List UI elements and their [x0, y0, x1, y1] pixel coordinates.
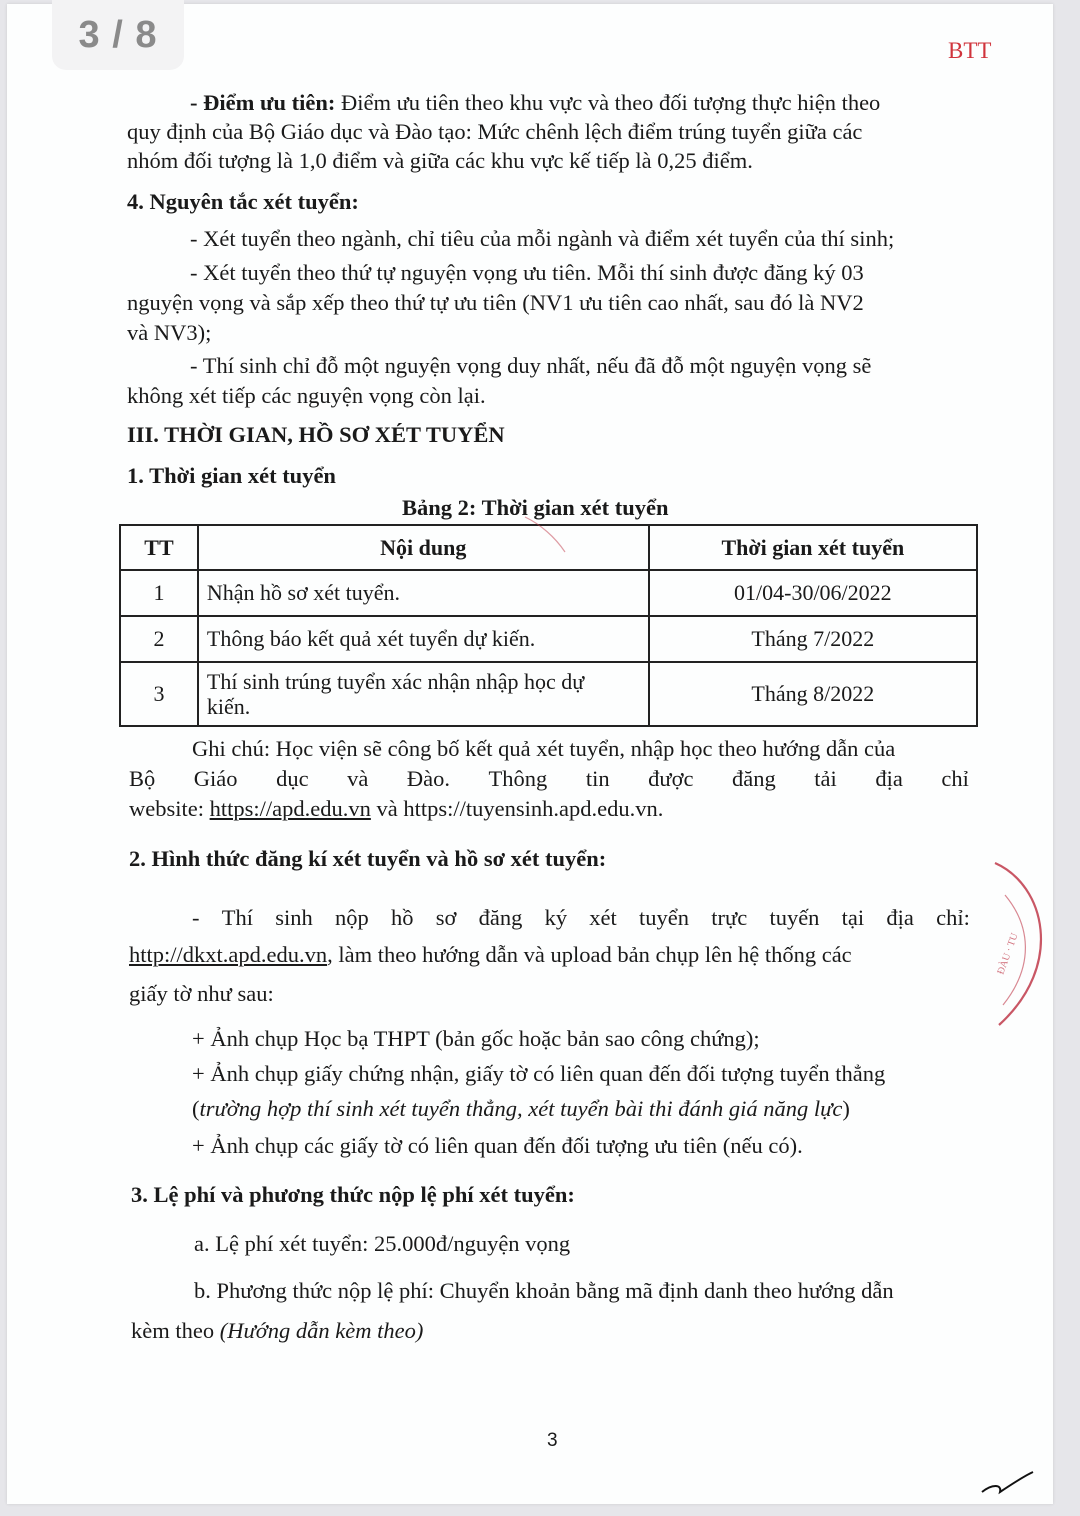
- word: nộp: [334, 905, 369, 930]
- note-tail: và https://tuyensinh.apd.edu.vn.: [370, 796, 664, 821]
- word: ký: [544, 905, 568, 930]
- header-tt: TT: [120, 525, 198, 570]
- subsection-2-heading: 2. Hình thức đăng kí xét tuyển và hồ sơ xét tuyển:: [129, 846, 607, 871]
- principle-3-line-1: - Thí sinh chỉ đỗ một nguyện vọng duy nhất, nếu đã đỗ một nguyện vọng sẽ: [190, 353, 872, 378]
- cell-content: Nhận hồ sơ xét tuyển.: [198, 570, 649, 616]
- red-stamp-fragment: [985, 855, 1060, 1035]
- cell-content-line-1: Thí sinh trúng tuyển xác nhận nhập học dự: [206, 668, 585, 694]
- word: dục: [276, 766, 309, 791]
- word: chỉ: [941, 766, 969, 791]
- cell-tt: 1: [120, 570, 198, 616]
- stamp-outer-arc: [995, 863, 1041, 1025]
- word: -: [192, 905, 200, 930]
- document-item-1: + Ảnh chụp Học bạ THPT (bản gốc hoặc bản sao công chứng);: [192, 1026, 760, 1051]
- cell-time: Tháng 8/2022: [649, 662, 977, 726]
- word: và: [347, 766, 369, 791]
- apd-link[interactable]: https://apd.edu.vn: [209, 796, 371, 821]
- fee-b-line-1: b. Phương thức nộp lệ phí: Chuyển khoản bằng mã định danh theo hướng dẫn: [194, 1278, 894, 1303]
- word: tuyến: [769, 905, 820, 930]
- word: địa: [886, 905, 914, 930]
- fee-b-line-2: [131, 1320, 423, 1343]
- table-row: [120, 616, 977, 662]
- initials-signature: [978, 1470, 1038, 1500]
- document-item-3: + Ảnh chụp các giấy tờ có liên quan đến đối tượng ưu tiên (nếu có).: [192, 1133, 803, 1158]
- paren-open: (: [192, 1096, 200, 1121]
- cell-tt: 3: [120, 662, 198, 726]
- section-4-heading: 4. Nguyên tắc xét tuyển:: [127, 189, 359, 214]
- priority-label: - Điểm ưu tiên:: [190, 90, 336, 115]
- word: chỉ:: [936, 905, 970, 930]
- word: Bộ: [129, 766, 156, 791]
- word: Đào.: [406, 766, 451, 791]
- cell-time: Tháng 7/2022: [649, 616, 977, 662]
- principle-1: - Xét tuyển theo ngành, chỉ tiêu của mỗi ngành và điểm xét tuyển của thí sinh;: [190, 226, 895, 251]
- document-item-2-italic: trường hợp thí sinh xét tuyển thẳng, xét tuyển bài thi đánh giá năng lực: [199, 1096, 843, 1121]
- subsection-3-heading: 3. Lệ phí và phương thức nộp lệ phí xét tuyển:: [131, 1182, 575, 1207]
- fee-a: a. Lệ phí xét tuyển: 25.000đ/nguyện vọng: [194, 1231, 571, 1256]
- note-line-3: [129, 798, 663, 821]
- word: Thí: [221, 905, 253, 930]
- cell-time: 01/04-30/06/2022: [649, 570, 977, 616]
- registration-line-2: [129, 944, 852, 967]
- registration-line-2-rest: , làm theo hướng dẫn và upload bản chụp lên hệ thống các: [327, 942, 852, 967]
- note-line-1: Ghi chú: Học viện sẽ công bố kết quả xét tuyển, nhập học theo hướng dẫn của: [192, 736, 896, 761]
- principle-2-line-2: nguyện vọng và sắp xếp theo thứ tự ưu tiên (NV1 ưu tiên cao nhất, sau đó là NV2: [127, 290, 864, 315]
- principle-2-line-3: và NV3);: [127, 320, 212, 345]
- fee-b-italic: (Hướng dẫn kèm theo): [219, 1318, 424, 1343]
- principle-2-line-1: - Xét tuyển theo thứ tự nguyện vọng ưu tiên. Mỗi thí sinh được đăng ký 03: [190, 260, 864, 285]
- word: tải: [814, 766, 837, 791]
- word: được: [648, 766, 694, 791]
- word: tuyển: [639, 905, 690, 930]
- cell-content-line-2: kiến.: [206, 694, 251, 719]
- cell-content: Thông báo kết quả xét tuyển dự kiến.: [198, 616, 649, 662]
- word: trực: [711, 905, 748, 930]
- section-iii-heading: III. THỜI GIAN, HỒ SƠ XÉT TUYỂN: [127, 422, 505, 447]
- priority-line-1: [190, 92, 880, 115]
- document-item-2-line-2: [192, 1098, 850, 1121]
- stamp-text: ĐÀU · TU: [995, 931, 1021, 977]
- page-number: 3: [547, 1430, 558, 1451]
- word: địa: [875, 766, 903, 791]
- registration-line-3: giấy tờ như sau:: [129, 981, 274, 1006]
- priority-line-2: quy định của Bộ Giáo dục và Đào tạo: Mức chênh lệch điểm trúng tuyển giữa các: [127, 119, 863, 144]
- table-caption: Bảng 2: Thời gian xét tuyển: [402, 495, 669, 520]
- stamp-trace: [520, 512, 580, 562]
- priority-text: Điểm ưu tiên theo khu vực và theo đối tượng thực hiện theo: [340, 90, 881, 115]
- priority-line-3: nhóm đối tượng là 1,0 điểm và giữa các khu vực kế tiếp là 0,25 điểm.: [127, 148, 753, 173]
- fee-b-prefix: kèm theo: [131, 1318, 220, 1343]
- note-line-2: [129, 768, 969, 791]
- word: xét: [589, 905, 617, 930]
- note-website-label: website:: [129, 796, 210, 821]
- header-time: Thời gian xét tuyển: [649, 525, 977, 570]
- table-row: [120, 570, 977, 616]
- dkxt-link[interactable]: http://dkxt.apd.edu.vn: [129, 942, 328, 967]
- header-content: Nội dung: [198, 525, 649, 570]
- page-counter: 3 / 8: [52, 0, 184, 70]
- word: Thông: [488, 766, 548, 791]
- word: tại: [841, 905, 865, 930]
- principle-3-line-2: không xét tiếp các nguyện vọng còn lại.: [127, 383, 486, 408]
- corner-mark: BTT: [948, 38, 992, 63]
- table-row: [120, 662, 977, 726]
- word: hồ: [390, 905, 414, 930]
- subsection-1-heading: 1. Thời gian xét tuyển: [127, 463, 336, 488]
- word: Giáo: [193, 766, 238, 791]
- cell-tt: 2: [120, 616, 198, 662]
- word: đăng: [732, 766, 776, 791]
- word: đăng: [478, 905, 523, 930]
- word: tin: [585, 766, 610, 791]
- cell-content: [198, 662, 649, 726]
- document-item-2-line-1: + Ảnh chụp giấy chứng nhận, giấy tờ có liên quan đến đối tượng tuyển thẳng: [192, 1061, 886, 1086]
- registration-line-1: [192, 907, 970, 930]
- word: sinh: [275, 905, 313, 930]
- word: sơ: [435, 905, 457, 930]
- paren-close: ): [842, 1096, 850, 1121]
